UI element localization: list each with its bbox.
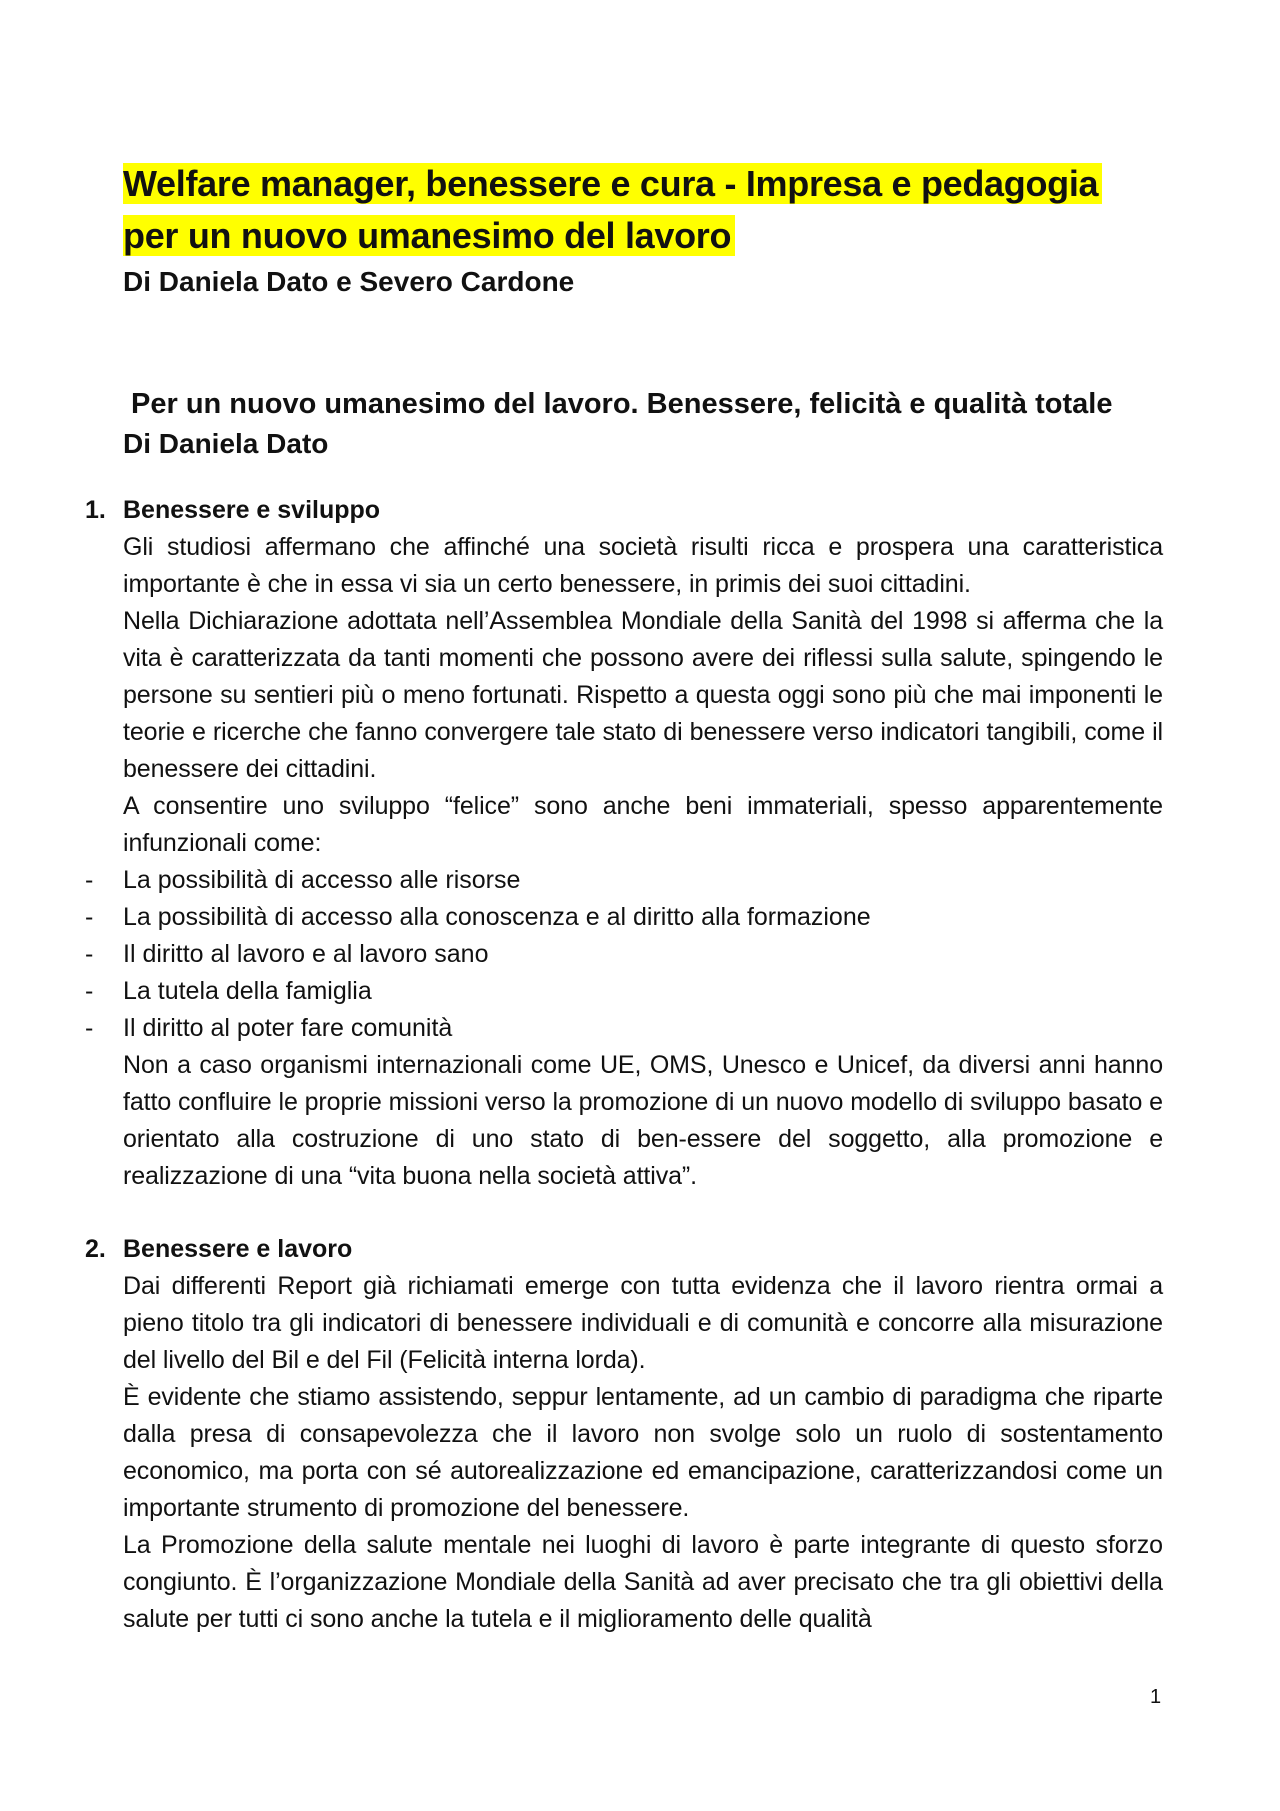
paragraph: Non a caso organismi internazionali come UE, OMS, Unesco e Unicef, da diversi anni hanno fatto confluire le proprie missioni verso la promozione di un nuovo modello di sviluppo basato e orientato alla costruzione di uno stato di ben-essere del soggetto, alla promozione e realizzazione di una “vita buona nella società attiva”. <box>123 1051 1163 1190</box>
section-heading <box>85 1231 1163 1268</box>
title-line-2: per un nuovo umanesimo del lavoro <box>123 215 735 256</box>
list-item: - La tutela della famiglia <box>123 973 1163 1010</box>
chapter-title: Per un nuovo umanesimo del lavoro. Benessere, felicità e qualità totale <box>131 388 1113 420</box>
authors: Di Daniela Dato e Severo Cardone <box>123 266 575 297</box>
paragraph: Dai differenti Report già richiamati emerge con tutta evidenza che il lavoro rientra ormai a pieno titolo tra gli indicatori di benessere individuali e di comunità e concorre alla misurazione del livello del Bil e del Fil (Felicità interna lorda). <box>123 1272 1163 1374</box>
section-1 <box>85 492 1163 1195</box>
bullet-dash: - <box>85 903 94 931</box>
paragraph: La Promozione della salute mentale nei luoghi di lavoro è parte integrante di questo sforzo congiunto. È l’organizzazione Mondiale della Sanità ad aver precisato che tra gli obiettivi della salute per tutti ci sono anche la tutela e il miglioramento delle qualità <box>123 1531 1163 1633</box>
paragraph: Nella Dichiarazione adottata nell’Assemblea Mondiale della Sanità del 1998 si afferma che la vita è caratterizzata da tanti momenti che possono avere dei riflessi sulla salute, spingendo le persone su sentieri più o meno fortunati. Rispetto a questa oggi sono più che mai imponenti le teorie e ricerche che fanno convergere tale stato di benessere verso indicatori tangibili, come il benessere dei cittadini. <box>123 607 1163 783</box>
section-number: 1. <box>85 496 106 524</box>
list-item: - Il diritto al lavoro e al lavoro sano <box>123 936 1163 973</box>
title-line-1: Welfare manager, benessere e cura - Impresa e pedagogia <box>123 163 1102 204</box>
list-item: - La possibilità di accesso alla conoscenza e al diritto alla formazione <box>123 899 1163 936</box>
section-heading <box>85 492 1163 529</box>
bullet-dash: - <box>85 940 94 968</box>
list-item: - Il diritto al poter fare comunità <box>123 1010 1163 1047</box>
section-2 <box>85 1231 1163 1638</box>
bullet-list <box>85 862 1163 1047</box>
page-number: 1 <box>1150 1686 1162 1708</box>
section-number: 2. <box>85 1235 106 1263</box>
paragraph: A consentire uno sviluppo “felice” sono anche beni immateriali, spesso apparentemente infunzionali come: <box>123 792 1163 857</box>
bullet-dash: - <box>85 866 94 894</box>
paragraph: Gli studiosi affermano che affinché una società risulti ricca e prospera una caratteristica importante è che in essa vi sia un certo benessere, in primis dei suoi cittadini. <box>123 533 1163 598</box>
page-content <box>85 158 1163 1638</box>
list-item: - La possibilità di accesso alle risorse <box>123 862 1163 899</box>
bullet-dash: - <box>85 1014 94 1042</box>
chapter-author: Di Daniela Dato <box>123 428 329 459</box>
bullet-dash: - <box>85 977 94 1005</box>
paragraph: È evidente che stiamo assistendo, seppur lentamente, ad un cambio di paradigma che riparte dalla presa di consapevolezza che il lavoro non svolge solo un ruolo di sostentamento economico, ma porta con sé autorealizzazione ed emancipazione, caratterizzandosi come un importante strumento di promozione del benessere. <box>123 1383 1163 1522</box>
section-heading-text: Benessere e lavoro <box>123 1235 353 1263</box>
section-heading-text: Benessere e sviluppo <box>123 496 381 524</box>
document-title <box>123 158 1163 262</box>
